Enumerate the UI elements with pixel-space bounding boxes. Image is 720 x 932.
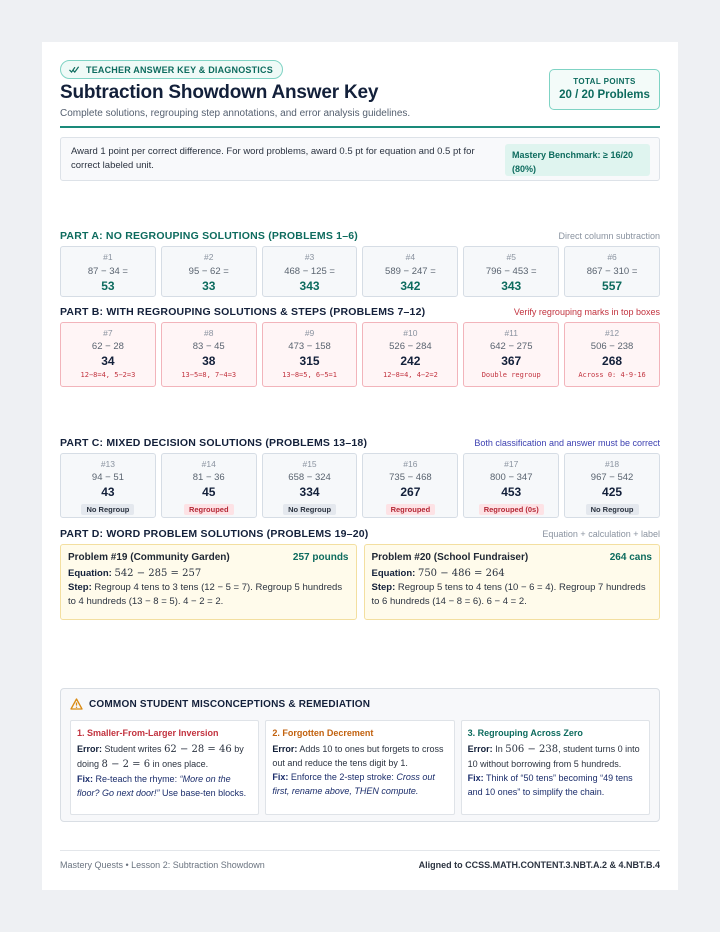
classification-tag: Regrouped (386, 504, 436, 515)
misconceptions-row (70, 720, 650, 815)
misconception-fix (468, 771, 643, 799)
problem-card (362, 322, 458, 387)
problem-expression: 62 − 28 (91, 341, 124, 352)
word-problem-answer: 257 pounds (292, 552, 349, 563)
footer-standards: Aligned to CCSS.MATH.CONTENT.3.NBT.A.2 & 4.NBT.B.4 (418, 860, 660, 870)
error-text: by doing (77, 744, 244, 769)
word-problem-step (372, 581, 653, 609)
misconception-fix (77, 772, 252, 800)
problem-expression: 967 − 542 (590, 472, 634, 483)
problem-number: #17 (504, 459, 519, 469)
warning-triangle-icon (70, 698, 83, 710)
error-text: Student writes (104, 744, 165, 754)
error-math: 506 − 238 (505, 744, 559, 755)
error-text: , student turns 0 into 10 without borrowing from 5 hundreds. (467, 744, 640, 769)
classification-tag: No Regroup (586, 504, 639, 515)
page-content (60, 60, 660, 870)
problem-card (362, 246, 458, 297)
grading-guide (60, 137, 660, 181)
problem-number: #13 (100, 459, 115, 469)
problem-card (60, 453, 156, 518)
part-c-grid (60, 453, 660, 518)
fix-text: Re-teach the rhyme: (95, 774, 180, 784)
equation-value: 542 − 285 = 257 (114, 568, 202, 579)
part-b-grid (60, 322, 660, 387)
problem-card (564, 246, 660, 297)
problem-expression: 867 − 310 = (586, 266, 638, 277)
problem-answer: 38 (202, 354, 216, 368)
error-text: Adds 10 to ones but forgets to cross out and reduce the tens digit by 1. (272, 744, 444, 768)
problem-answer: 342 (400, 279, 421, 293)
problem-number: #12 (604, 328, 620, 338)
problem-card (161, 453, 257, 518)
problem-answer: 343 (299, 279, 320, 293)
step-label: Step: (68, 582, 92, 593)
problem-number: #16 (403, 459, 418, 469)
fix-text: Enforce the 2-step stroke: (290, 772, 397, 782)
header-divider (60, 126, 660, 128)
problem-answer: 45 (202, 485, 216, 499)
problem-expression: 468 − 125 = (284, 266, 335, 277)
problem-number: #11 (504, 328, 518, 338)
problem-answer: 34 (101, 354, 115, 368)
part-a-note: Direct column subtraction (558, 231, 660, 241)
classification-tag: No Regroup (283, 504, 336, 515)
mastery-benchmark-line2: (80%) (512, 164, 537, 174)
part-a-title: PART A: NO REGROUPING SOLUTIONS (PROBLEMS 1–6) (60, 230, 358, 242)
problem-number: #6 (607, 252, 617, 262)
problem-card (564, 322, 660, 387)
problem-number: #15 (302, 459, 317, 469)
page-subtitle: Complete solutions, regrouping step annotations, and error analysis guidelines. (60, 108, 411, 119)
problem-expression: 642 − 275 (489, 341, 533, 352)
error-label: Error: (77, 744, 103, 754)
misconception-title: 3. Regrouping Across Zero (467, 728, 583, 738)
part-b-note: Verify regrouping marks in top boxes (513, 307, 660, 317)
misconception-error (272, 742, 447, 770)
problem-expression: 796 − 453 = (485, 266, 537, 277)
fix-rhyme: “More on the floor? Go next door!” (77, 774, 231, 798)
problem-answer: 557 (602, 279, 623, 293)
problem-answer: 33 (202, 279, 216, 293)
regroup-steps: Double regroup (481, 371, 541, 379)
problem-expression: 800 − 347 (489, 472, 533, 483)
misconceptions-title: COMMON STUDENT MISCONCEPTIONS & REMEDIATION (89, 698, 371, 710)
problem-expression: 94 − 51 (91, 472, 124, 483)
problem-card (463, 246, 559, 297)
error-label: Error: (272, 744, 298, 754)
problem-expression: 526 − 284 (389, 341, 432, 352)
regroup-steps: 13−8=5, 6−5=1 (282, 371, 337, 379)
problem-expression: 81 − 36 (192, 472, 225, 483)
problem-number: #2 (204, 252, 214, 262)
part-b-header (60, 306, 660, 318)
step-text: Regroup 4 tens to 3 tens (12 − 5 = 7). Regroup 5 hundreds to 4 hundreds (13 − 8 = 5). 4 − 2 = 2. (68, 582, 343, 607)
problem-expression: 473 − 158 (288, 341, 331, 352)
total-points-value: 20 / 20 Problems (559, 89, 650, 101)
fix-emphasis: Cross out first, rename above, THEN compute. (272, 772, 435, 796)
problem-card (262, 322, 358, 387)
fix-label: Fix: (467, 773, 484, 783)
misconception-title: 1. Smaller-From-Larger Inversion (77, 728, 219, 738)
regroup-steps: 12−8=4, 4−2=2 (383, 371, 438, 379)
fix-text: Think of “50 tens” becoming “49 tens and 10 ones” to simplify the chain. (467, 773, 633, 797)
problem-card (161, 246, 257, 297)
problem-number: #3 (304, 252, 315, 262)
part-b-title: PART B: WITH REGROUPING SOLUTIONS & STEPS (PROBLEMS 7–12) (60, 306, 426, 318)
misconception-error (77, 742, 252, 772)
error-math: 62 − 28 = 46 (164, 744, 232, 755)
problem-number: #8 (204, 328, 214, 338)
equation-value: 750 − 486 = 264 (417, 568, 505, 579)
problem-number: #5 (506, 252, 516, 262)
mastery-benchmark (505, 144, 650, 176)
word-problem-step (68, 581, 349, 609)
misconception-error (468, 742, 643, 771)
misconceptions-panel (60, 688, 660, 822)
error-text: in ones place. (150, 759, 209, 769)
misconception-title: 2. Forgotten Decrement (272, 728, 374, 738)
misconception-card (70, 720, 259, 815)
part-c-title: PART C: MIXED DECISION SOLUTIONS (PROBLEMS 13–18) (60, 437, 368, 449)
problem-expression: 95 − 62 = (188, 266, 229, 277)
footer-lesson: Mastery Quests • Lesson 2: Subtraction Showdown (60, 860, 265, 870)
problem-number: #4 (405, 252, 416, 262)
problem-card (463, 453, 559, 518)
part-c-header (60, 437, 660, 449)
problem-expression: 87 − 34 = (87, 266, 128, 277)
misconception-card (265, 720, 454, 815)
equation-label: Equation: (68, 568, 112, 579)
teacher-badge (60, 60, 283, 79)
fix-label: Fix: (77, 774, 94, 784)
grading-guide-text: Award 1 point per correct difference. For word problems, award 0.5 pt for equation and 0.5 pt for correct labeled unit. (71, 146, 475, 171)
misconception-fix (272, 770, 447, 798)
word-problem-equation (68, 567, 349, 581)
problem-answer: 268 (602, 354, 623, 368)
problem-card (60, 246, 156, 297)
problem-expression: 506 − 238 (590, 341, 634, 352)
page-title: Subtraction Showdown Answer Key (60, 82, 379, 103)
problem-answer: 334 (299, 485, 320, 499)
part-c-note: Both classification and answer must be correct (474, 438, 660, 448)
classification-tag: Regrouped (0s) (479, 504, 544, 515)
problem-card (362, 453, 458, 518)
problem-number: #1 (103, 252, 113, 262)
part-a-header (60, 230, 660, 242)
misconceptions-header (70, 698, 650, 710)
regroup-steps: Across 0: 4-9-16 (578, 371, 646, 379)
problem-answer: 367 (501, 354, 522, 368)
regroup-steps: 13−5=8, 7−4=3 (181, 371, 237, 379)
classification-tag: Regrouped (184, 504, 234, 515)
part-d-header (60, 528, 660, 540)
problem-answer: 53 (101, 279, 115, 293)
mastery-benchmark-line1: Mastery Benchmark: ≥ 16/20 (512, 150, 633, 160)
fix-text: Use base-ten blocks. (159, 788, 247, 798)
problem-answer: 43 (101, 485, 115, 499)
word-problem-row (60, 544, 660, 620)
word-problem-card (364, 544, 661, 620)
total-points-label: TOTAL POINTS (573, 77, 636, 86)
problem-answer: 343 (501, 279, 522, 293)
equation-label: Equation: (371, 568, 416, 579)
part-d-note: Equation + calculation + label (542, 529, 660, 539)
problem-expression: 589 − 247 = (385, 266, 436, 277)
problem-answer: 242 (400, 354, 421, 368)
error-math: 8 − 2 = 6 (101, 759, 151, 770)
total-points-box (549, 69, 660, 110)
problem-answer: 453 (501, 485, 522, 499)
problem-number: #9 (304, 328, 315, 338)
problem-expression: 83 − 45 (192, 341, 225, 352)
problem-card (564, 453, 660, 518)
problem-answer: 267 (400, 485, 421, 499)
problem-answer: 425 (602, 485, 623, 499)
word-problem-card (60, 544, 357, 620)
problem-answer: 315 (299, 354, 320, 368)
problem-expression: 658 − 324 (288, 472, 331, 483)
problem-card (60, 322, 156, 387)
word-problem-equation (372, 567, 653, 581)
page-footer (60, 850, 660, 870)
fix-label: Fix: (272, 772, 289, 782)
error-text: In (495, 744, 506, 754)
answer-key-page (42, 42, 678, 890)
word-problem-answer: 264 cans (609, 552, 652, 563)
part-d-title: PART D: WORD PROBLEM SOLUTIONS (PROBLEMS 19–20) (60, 528, 369, 540)
problem-card (262, 246, 358, 297)
part-a-grid (60, 246, 660, 297)
misconception-card (461, 720, 650, 815)
classification-tag: No Regroup (81, 504, 134, 515)
error-label: Error: (467, 744, 493, 754)
step-text: Regroup 5 tens to 4 tens (10 − 6 = 4). Regroup 7 hundreds to 6 hundreds (14 − 8 = 6). 6 − 4 = 2. (371, 582, 646, 607)
problem-number: #7 (103, 328, 113, 338)
problem-expression: 735 − 468 (389, 472, 432, 483)
problem-number: #10 (403, 328, 418, 338)
problem-card (262, 453, 358, 518)
problem-number: #18 (604, 459, 620, 469)
problem-number: #14 (201, 459, 216, 469)
regroup-steps: 12−8=4, 5−2=3 (80, 371, 136, 379)
step-label: Step: (371, 582, 396, 593)
problem-card (161, 322, 257, 387)
word-problem-title: Problem #20 (School Fundraiser) (371, 552, 529, 563)
word-problem-title: Problem #19 (Community Garden) (68, 552, 230, 563)
problem-card (463, 322, 559, 387)
badge-label: TEACHER ANSWER KEY & DIAGNOSTICS (86, 64, 273, 75)
double-check-icon (69, 65, 80, 74)
